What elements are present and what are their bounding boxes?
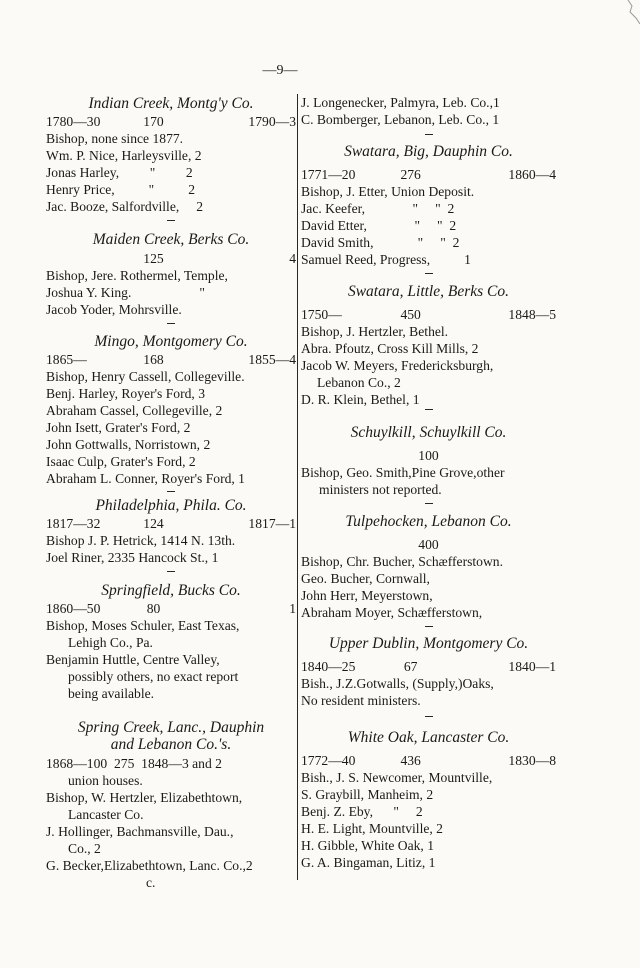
entry-line: Bishop J. P. Hetrick, 1414 N. 13th. (46, 533, 236, 548)
stat-members: 100 (418, 448, 439, 463)
entry-line: Bish., J. S. Newcomer, Mountville, (301, 770, 493, 785)
entry-line: Jacob W. Meyers, Fredericksburgh, (301, 358, 494, 373)
section-title: Indian Creek, Montg'y Co. (88, 95, 254, 112)
entry-line: Bishop, J. Hertzler, Bethel. (301, 324, 449, 339)
entry-line: David Etter, " " 2 (301, 218, 457, 233)
entry-line: union houses. (68, 773, 143, 788)
entry-line: S. Graybill, Manheim, 2 (301, 787, 434, 802)
entry-line: C. Bomberger, Lebanon, Leb. Co., 1 (301, 112, 500, 127)
entry-line: Wm. P. Nice, Harleysville, 2 (46, 148, 202, 163)
section-title: Maiden Creek, Berks Co. (92, 231, 250, 248)
stat-founded: 1780—30 (46, 114, 101, 129)
entry-line: Benj. Harley, Royer's Ford, 3 (46, 386, 206, 401)
section-stats: 1868—100 275 1848—3 and 2 (46, 756, 222, 771)
entry-line: Bishop, Henry Cassell, Collegeville. (46, 369, 245, 384)
stat-house: 4 (289, 251, 296, 266)
stat-members: 170 (143, 114, 164, 129)
entry-line: Abra. Pfoutz, Cross Kill Mills, 2 (301, 341, 479, 356)
section-divider (425, 134, 433, 135)
entry-line: G. Becker,Elizabethtown, Lanc. Co.,2 (46, 858, 253, 873)
section-divider (425, 716, 433, 717)
entry-line: Benj. Z. Eby, " 2 (301, 804, 423, 819)
stat-house: 1848—5 (508, 307, 556, 322)
stat-house: 1840—1 (508, 659, 556, 674)
entry-line: H. E. Light, Mountville, 2 (301, 821, 443, 836)
section-divider (167, 571, 175, 572)
section-divider (167, 220, 175, 221)
entry-line: Joel Riner, 2335 Hancock St., 1 (46, 550, 219, 565)
page-corner-mark (622, 0, 640, 24)
entry-line: Jac. Booze, Salfordville, 2 (46, 199, 204, 214)
column-divider (297, 94, 298, 880)
stat-founded: 1860—50 (46, 601, 101, 616)
stat-members: 80 (146, 601, 161, 616)
entry-line: J. Hollinger, Bachmansville, Dau., (46, 824, 234, 839)
entry-line: Jac. Keefer, " " 2 (301, 201, 455, 216)
entry-line: Jacob Yoder, Mohrsville. (46, 302, 182, 317)
entry-line: Co., 2 (68, 841, 101, 856)
entry-line: Jonas Harley, " 2 (46, 165, 193, 180)
stat-house: 1817—1 (248, 516, 296, 531)
entry-line: Samuel Reed, Progress, 1 (301, 252, 471, 267)
stat-founded: 1865— (46, 352, 87, 367)
stat-members: 400 (418, 537, 439, 552)
page-number: —9— (262, 63, 298, 78)
section-divider (425, 409, 433, 410)
section-title: Schuylkill, Schuylkill Co. (350, 424, 507, 441)
entry-line: Benjamin Huttle, Centre Valley, (46, 652, 220, 667)
entry-line: possibly others, no exact report (68, 669, 239, 684)
entry-line: John Isett, Grater's Ford, 2 (46, 420, 191, 435)
stat-house: 1855—4 (248, 352, 296, 367)
entry-line: ministers not reported. (319, 482, 442, 497)
section-title: Swatara, Little, Berks Co. (347, 283, 510, 300)
entry-line: D. R. Klein, Bethel, 1 (301, 392, 420, 407)
entry-line: Abraham Cassel, Collegeville, 2 (46, 403, 223, 418)
entry-line: Lebanon Co., 2 (317, 375, 401, 390)
stat-founded: 1771—20 (301, 167, 356, 182)
entry-line: Lancaster Co. (68, 807, 144, 822)
stat-members: 67 (403, 659, 418, 674)
stat-members: 276 (400, 167, 421, 182)
entry-line: Joshua Y. King. " (46, 285, 205, 300)
stat-members: 436 (400, 753, 421, 768)
entry-line: Bishop, W. Hertzler, Elizabethtown, (46, 790, 243, 805)
entry-line: Lehigh Co., Pa. (68, 635, 153, 650)
entry-line: Bishop, Chr. Bucher, Schæfferstown. (301, 554, 503, 569)
entry-line: No resident ministers. (301, 693, 421, 708)
entry-line: Abraham L. Conner, Royer's Ford, 1 (46, 471, 245, 486)
entry-line: c. (146, 875, 156, 890)
stat-house: 1830—8 (508, 753, 556, 768)
entry-line: Isaac Culp, Grater's Ford, 2 (46, 454, 196, 469)
entry-line: Bishop, none since 1877. (46, 131, 184, 146)
entry-line: J. Longenecker, Palmyra, Leb. Co.,1 (301, 95, 500, 110)
stat-members: 168 (143, 352, 164, 367)
stat-founded: 1817—32 (46, 516, 101, 531)
section-title: Upper Dublin, Montgomery Co. (328, 635, 529, 652)
section-title: White Oak, Lancaster Co. (347, 729, 510, 746)
stat-founded: 1772—40 (301, 753, 356, 768)
stat-founded: 1750— (301, 307, 342, 322)
section-title: Philadelphia, Phila. Co. (95, 497, 247, 514)
entry-line: H. Gibble, White Oak, 1 (301, 838, 435, 853)
section-title: Spring Creek, Lanc., Dauphin (77, 719, 265, 736)
section-divider (425, 626, 433, 627)
entry-line: John Gottwalls, Norristown, 2 (46, 437, 211, 452)
section-title: Swatara, Big, Dauphin Co. (344, 143, 513, 160)
section-title: Springfield, Bucks Co. (101, 582, 241, 599)
stat-members: 125 (143, 251, 164, 266)
stat-members: 124 (143, 516, 164, 531)
stat-house: 1790—3 (248, 114, 296, 129)
stat-house: 1 (289, 601, 296, 616)
stat-members: 450 (400, 307, 421, 322)
stat-house: 1860—4 (508, 167, 556, 182)
entry-line: David Smith, " " 2 (301, 235, 460, 250)
section-title: Tulpehocken, Lebanon Co. (345, 513, 512, 530)
entry-line: G. A. Bingaman, Litiz, 1 (301, 855, 436, 870)
entry-line: Bishop, Moses Schuler, East Texas, (46, 618, 240, 633)
entry-line: Henry Price, " 2 (46, 182, 196, 197)
entry-line: Geo. Bucher, Cornwall, (301, 571, 430, 586)
section-divider (167, 491, 175, 492)
entry-line: Bishop, Geo. Smith,Pine Grove,other (301, 465, 505, 480)
entry-line: Abraham Moyer, Schæfferstown, (301, 605, 483, 620)
entry-line: John Herr, Meyerstown, (301, 588, 433, 603)
section-title-continued: and Lebanon Co.'s. (110, 736, 232, 753)
section-divider (425, 503, 433, 504)
section-divider (167, 323, 175, 324)
entry-line: being available. (68, 686, 155, 701)
entry-line: Bish., J.Z.Gotwalls, (Supply,)Oaks, (301, 676, 494, 691)
section-title: Mingo, Montgomery Co. (94, 333, 248, 350)
section-divider (425, 273, 433, 274)
entry-line: Bishop, J. Etter, Union Deposit. (301, 184, 475, 199)
stat-founded: 1840—25 (301, 659, 356, 674)
entry-line: Bishop, Jere. Rothermel, Temple, (46, 268, 228, 283)
